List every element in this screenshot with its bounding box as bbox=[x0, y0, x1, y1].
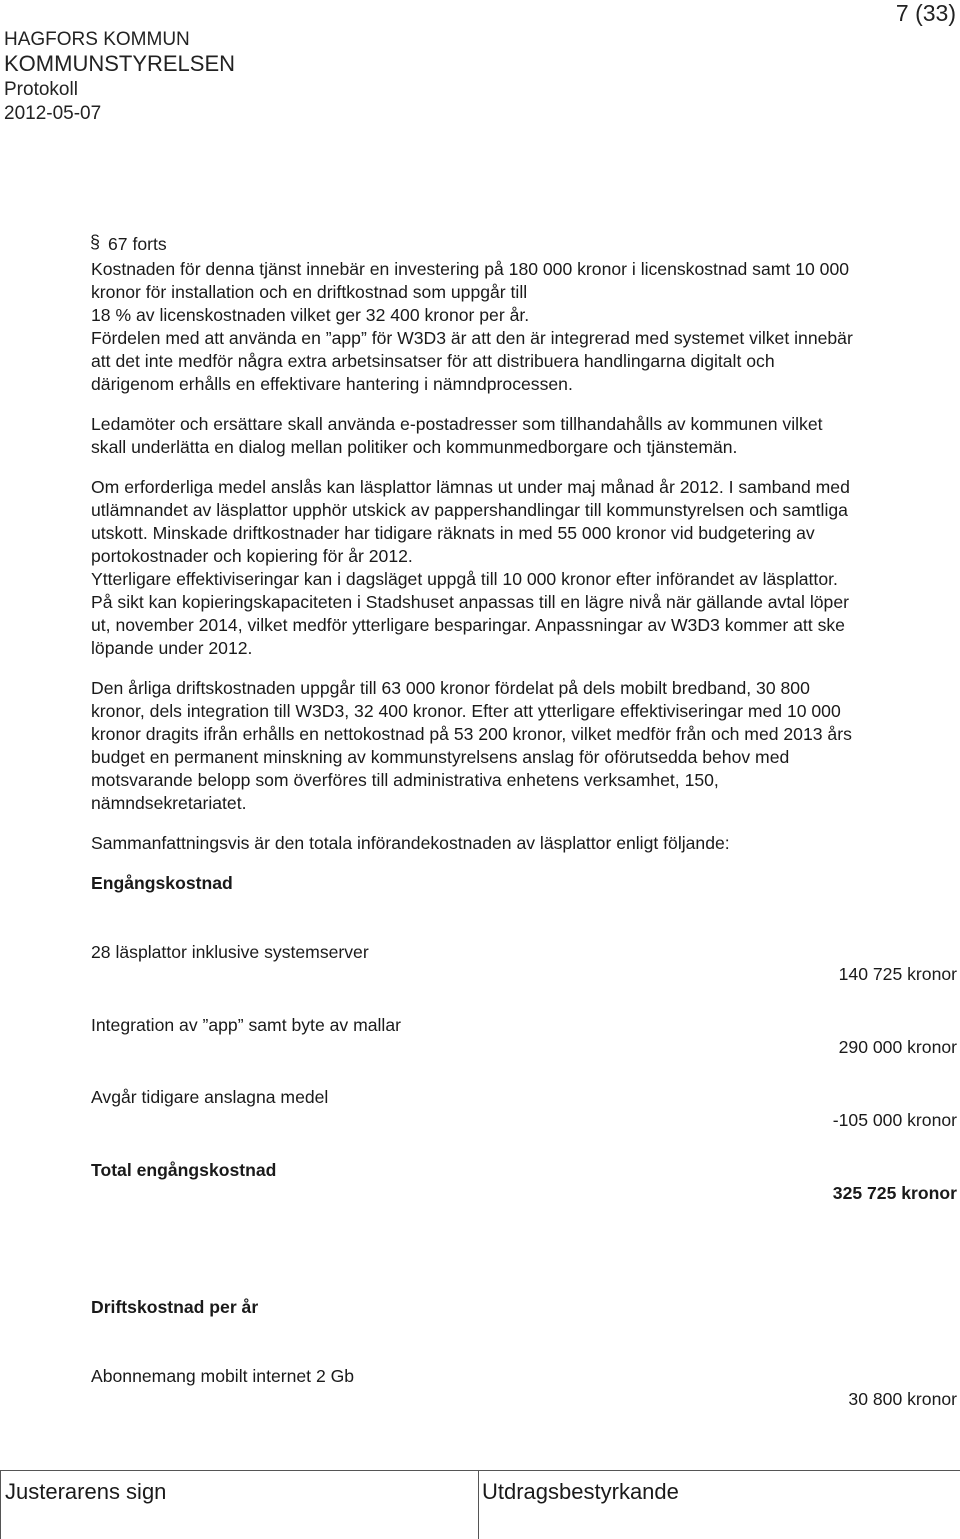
text-line: motsvarande belopp som överföres till administrativa enhetens verksamhet, 150, bbox=[91, 770, 719, 790]
text-line: portokostnader och kopiering för år 2012. bbox=[91, 546, 413, 566]
text-line: budget en permanent minskning av kommunstyrelsens anslag för oförutsedda behov med bbox=[91, 747, 790, 767]
text-line: Ledamöter och ersättare skall använda e-postadresser som tillhandahålls av kommunen vilket bbox=[91, 414, 823, 434]
cost-item-amount: 30 800 kronor bbox=[848, 1389, 957, 1409]
cost-item-label: Integration av ”app” samt byte av mallar bbox=[91, 1015, 401, 1035]
text-line: skall underlätta en dialog mellan politiker och kommunmedborgare och tjänstemän. bbox=[91, 437, 738, 457]
text-line: utskott. Minskade driftkostnader har tidigare räknats in med 55 000 kronor vid budgetering av bbox=[91, 523, 815, 543]
text-line: kronor för installation och en driftkostnad som uppgår till bbox=[91, 282, 528, 302]
text-line: därigenom erhålls en effektivare hantering i nämndprocessen. bbox=[91, 374, 573, 394]
committee-name: KOMMUNSTYRELSEN bbox=[4, 51, 236, 76]
text-line: Kostnaden för denna tjänst innebär en investering på 180 000 kronor i licenskostnad samt 10 000 bbox=[91, 259, 850, 279]
text-line: löpande under 2012. bbox=[91, 638, 253, 658]
text-line: utlämnandet av läsplattor upphör utskick av pappershandlingar till kommunstyrelsen och samtliga bbox=[91, 500, 848, 520]
text-line: Ytterligare effektiviseringar kan i dagsläget uppgå till 10 000 kronor efter införandet av läsplattor. bbox=[91, 569, 838, 589]
one-time-total-amount: 325 725 kronor bbox=[832, 1183, 957, 1203]
text-line: kronor dragits ifrån erhålls en nettokostnad på 53 200 kronor, vilket medför från och med 2013 års bbox=[91, 724, 852, 744]
text-line: Den årliga driftskostnaden uppgår till 63 000 kronor fördelat på dels mobilt bredband, 30 800 bbox=[91, 678, 810, 698]
text-line: nämndsekretariatet. bbox=[91, 793, 247, 813]
footer-signature-cell bbox=[0, 1470, 478, 1539]
paragraph-email bbox=[91, 413, 960, 459]
section-title: 67 forts bbox=[108, 234, 167, 254]
text-line: Om erforderliga medel anslås kan läsplattor lämnas ut under maj månad år 2012. I samband med bbox=[91, 477, 850, 497]
paragraph-investment bbox=[91, 258, 960, 396]
text-line: ut, november 2014, vilket medför ytterligare besparingar. Anpassningar av W3D3 kommer att ske bbox=[91, 615, 845, 635]
one-time-total-label: Total engångskostnad bbox=[91, 1160, 277, 1180]
paragraph-summary bbox=[91, 832, 960, 855]
municipality-name: HAGFORS KOMMUN bbox=[4, 29, 190, 50]
running-cost-heading: Driftskostnad per år bbox=[91, 1297, 259, 1317]
cost-item-label: Avgår tidigare anslagna medel bbox=[91, 1087, 329, 1107]
page-number: 7 (33) bbox=[895, 0, 956, 26]
text-line: Fördelen med att använda en ”app” för W3D3 är att den är integrerad med systemet vilket innebär bbox=[91, 328, 853, 348]
text-line: kronor, dels integration till W3D3, 32 400 kronor. Efter att ytterligare effektiviseringar med 10 000 bbox=[91, 701, 841, 721]
text-line: På sikt kan kopieringskapaciteten i Stadshuset anpassas till en lägre nivå när gällande avtal löper bbox=[91, 592, 849, 612]
one-time-cost-heading: Engångskostnad bbox=[91, 873, 233, 893]
document-date: 2012-05-07 bbox=[4, 103, 102, 124]
text-line: Sammanfattningsvis är den totala införandekostnaden av läsplattor enligt följande: bbox=[91, 833, 730, 853]
section-symbol: § bbox=[90, 232, 101, 252]
footer-certification-cell bbox=[478, 1470, 960, 1539]
text-line: 18 % av licenskostnaden vilket ger 32 400 kronor per år. bbox=[91, 305, 530, 325]
cost-item-amount: -105 000 kronor bbox=[832, 1110, 957, 1130]
text-line: att det inte medför några extra arbetsinsatser för att distribuera handlingarna digitalt och bbox=[91, 351, 775, 371]
footer-signature-label: Justerarens sign bbox=[5, 1479, 167, 1504]
paragraph-funding bbox=[91, 476, 960, 660]
document-type: Protokoll bbox=[4, 79, 78, 100]
cost-item-label: 28 läsplattor inklusive systemserver bbox=[91, 942, 369, 962]
paragraph-running-cost bbox=[91, 677, 960, 815]
cost-item-amount: 290 000 kronor bbox=[838, 1037, 957, 1057]
cost-item-label: Abonnemang mobilt internet 2 Gb bbox=[91, 1366, 355, 1386]
footer-certification-label: Utdragsbestyrkande bbox=[482, 1479, 679, 1504]
cost-item-amount: 140 725 kronor bbox=[838, 964, 957, 984]
